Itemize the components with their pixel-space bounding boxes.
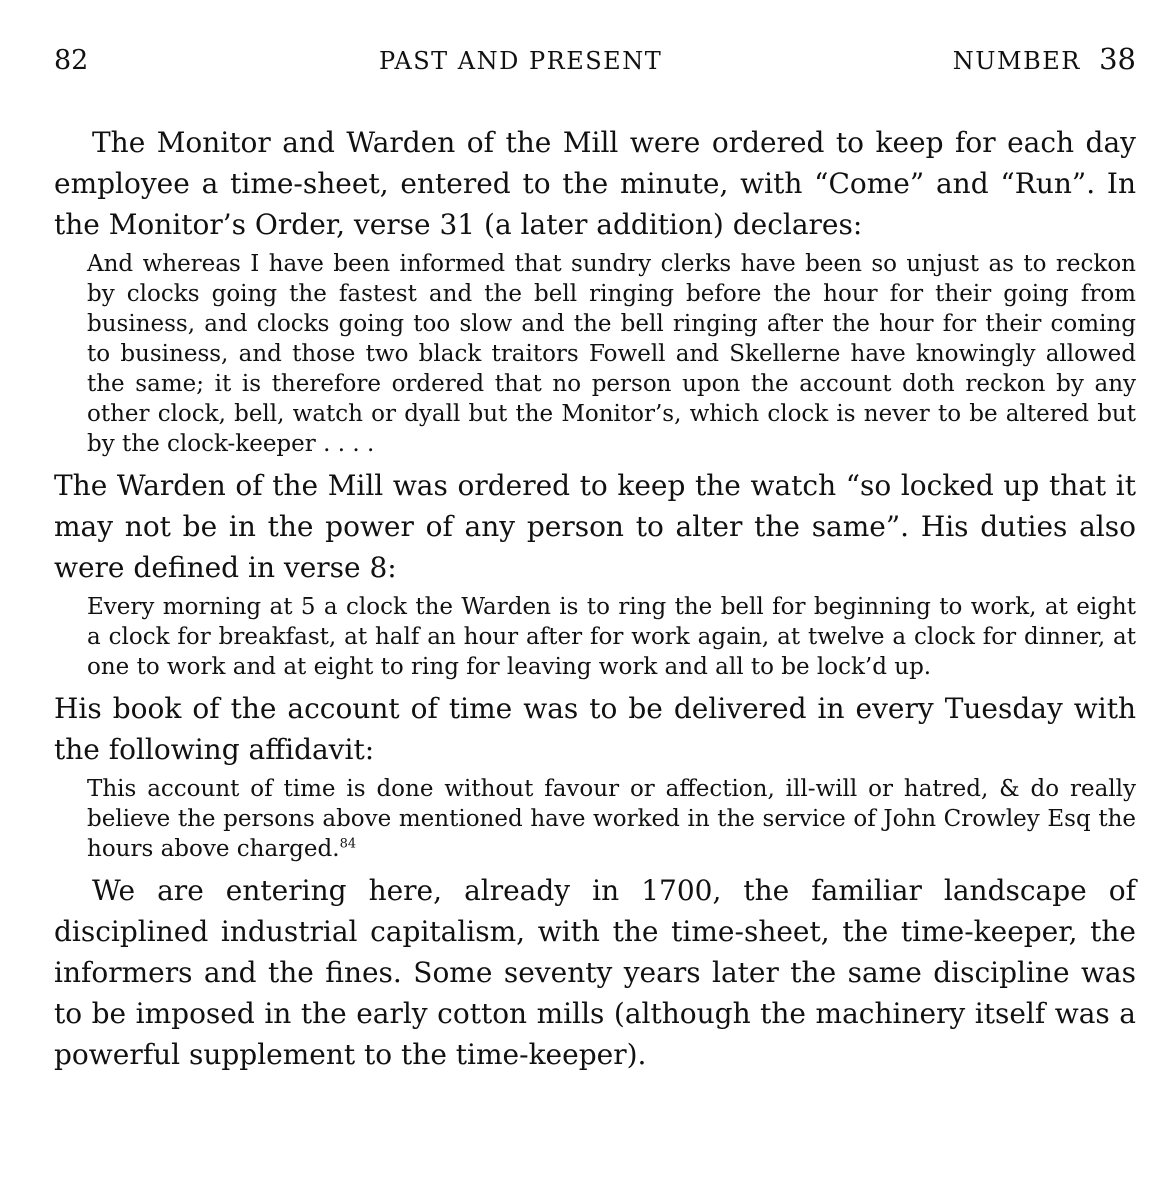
- quote-affidavit: [87, 774, 1136, 864]
- issue-label: NUMBER: [952, 47, 1081, 75]
- affidavit-text: This account of time is done without favour or affection, ill-will or hatred, & do really believe the persons above mentioned have worked in the service of John Crowley Esq the hours above charged.: [87, 776, 1136, 862]
- journal-title: PAST AND PRESENT: [378, 47, 663, 75]
- article-body: [54, 122, 1136, 1075]
- page: [54, 42, 1136, 1075]
- paragraph-industrial-capitalism: We are entering here, already in 1700, the familiar landscape of disciplined industrial capitalism, with the time-sheet, the time-keeper, the informers and the fines. Some seventy years later the same discipline was to be imposed in the early cotton mills (although the machinery itself was a powerful supplement to the time-keeper).: [54, 874, 1136, 1071]
- quote-warden-duties: Every morning at 5 a clock the Warden is to ring the bell for beginning to work, at eight a clock for breakfast, at half an hour after for work again, at twelve a clock for dinner, at one to work and at eight to ring for leaving work and all to be lock’d up.: [87, 594, 1136, 680]
- running-head: [54, 42, 1136, 82]
- paragraph-monitor-warden: The Monitor and Warden of the Mill were ordered to keep for each day employee a time-sheet, entered to the minute, with “Come” and “Run”. In the Monitor’s Order, verse 31 (a later addition) declares:: [54, 126, 1136, 241]
- page-number: 82: [54, 45, 89, 76]
- paragraph-book-of-time: His book of the account of time was to be delivered in every Tuesday with the following affidavit:: [54, 692, 1136, 766]
- paragraph-warden-watch: The Warden of the Mill was ordered to keep the watch “so locked up that it may not be in the power of any person to alter the same”. His duties also were defined in verse 8:: [54, 469, 1136, 584]
- quote-monitor-order: And whereas I have been informed that sundry clerks have been so unjust as to reckon by clocks going the fastest and the bell ringing before the hour for their going from business, and clocks going too slow and the bell ringing after the hour for their coming to business, and those two black traitors Fowell and Skellerne have knowingly allowed the same; it is therefore ordered that no person upon the account doth reckon by any other clock, bell, watch or dyall but the Monitor’s, which clock is never to be altered but by the clock-keeper . . . .: [87, 251, 1136, 457]
- footnote-reference[interactable]: 84: [339, 836, 357, 852]
- issue-number-value: 38: [1099, 42, 1136, 76]
- issue-number: [953, 42, 1136, 76]
